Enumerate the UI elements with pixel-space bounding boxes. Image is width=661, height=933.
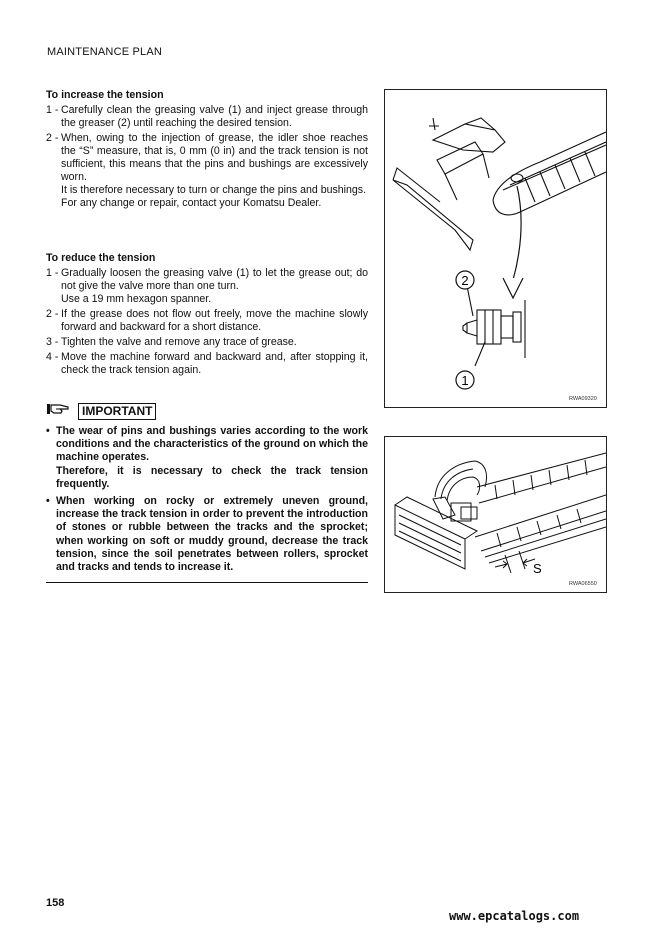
- track-tension-illustration: [385, 437, 606, 592]
- step-number: 2 -: [46, 132, 59, 144]
- increase-step-1: [46, 104, 368, 130]
- step-text: It is therefore necessary to turn or change the pins and bushings.: [61, 184, 367, 196]
- note-text: Therefore, it is necessary to check the track tension frequently.: [56, 464, 368, 490]
- reduce-step-2: [46, 308, 368, 334]
- step-text: Move the machine forward and backward and, after stopping it, check the track tension again.: [61, 351, 368, 376]
- step-number: 3 -: [46, 336, 59, 348]
- page-header: MAINTENANCE PLAN: [47, 46, 163, 58]
- s-measure-label: S: [533, 561, 542, 576]
- increase-step-2: [46, 132, 368, 210]
- pointing-hand-icon: [46, 402, 72, 421]
- step-text: Gradually loosen the greasing valve (1) to let the grease out; do not give the valve more than one turn.: [61, 267, 368, 292]
- figure-track-tension: [384, 436, 607, 593]
- reduce-tension-title: To reduce the tension: [46, 252, 156, 264]
- increase-tension-section: [46, 89, 368, 212]
- reduce-tension-section: [46, 252, 368, 379]
- watermark: www.epcatalogs.com: [449, 909, 580, 923]
- step-text: Tighten the valve and remove any trace of grease.: [61, 336, 297, 348]
- section-divider: [46, 582, 368, 583]
- note-text: The wear of pins and bushings varies according to the work conditions and the characteristics of the ground on which the machine operates.: [56, 425, 368, 464]
- step-number: 1 -: [46, 104, 59, 116]
- step-text: Use a 19 mm hexagon spanner.: [61, 293, 212, 305]
- step-text: For any change or repair, contact your Komatsu Dealer.: [61, 197, 322, 209]
- step-number: 1 -: [46, 267, 59, 279]
- step-text: When, owing to the injection of grease, the idler shoe reaches the “S” measure, that is, 0 mm (0 in) and the track tension is not sufficient, this means that the pins and bushings are excessively worn.: [61, 132, 368, 183]
- reduce-step-4: [46, 351, 368, 377]
- step-number: 2 -: [46, 308, 59, 320]
- reduce-step-1: [46, 267, 368, 306]
- important-header: [46, 402, 156, 421]
- important-note-2: • When working on rocky or extremely uneven ground, increase the track tension in order to prevent the introduction of stones or rubble between the tracks and the sprocket; when working on soft or muddy ground, decrease the track tension, since the soil penetrates between rollers, sprocket and tracks and tends to increase it.: [46, 495, 368, 574]
- step-text: If the grease does not flow out freely, move the machine slowly forward and backward for a short distance.: [61, 308, 368, 333]
- figure-code: RWA09320: [569, 396, 597, 402]
- figure-greasing-valve: [384, 89, 607, 408]
- step-text: Carefully clean the greasing valve (1) and inject grease through the greaser (2) until reaching the desired tension.: [61, 104, 368, 129]
- step-number: 4 -: [46, 351, 59, 363]
- callout-1: 1: [461, 373, 469, 388]
- important-label: IMPORTANT: [78, 403, 156, 420]
- increase-tension-title: To increase the tension: [46, 89, 164, 101]
- reduce-step-3: [46, 336, 368, 349]
- greasing-valve-illustration: [385, 90, 606, 407]
- figure-code: RWA06550: [569, 581, 597, 587]
- callout-2: 2: [461, 273, 469, 288]
- page-number: 158: [46, 897, 65, 909]
- important-note-1: • The wear of pins and bushings varies according to the work conditions and the characteristics of the ground on which the machine operates. Therefore, it is necessary to check the track tension frequently.: [46, 425, 368, 490]
- important-notes: [46, 425, 368, 578]
- note-text: When working on rocky or extremely uneven ground, increase the track tension in order to prevent the introduction of stones or rubble between the tracks and the sprocket; when working on soft or muddy ground, decrease the track tension, since the soil penetrates between rollers, sprocket and tracks and tends to increase it.: [56, 495, 368, 574]
